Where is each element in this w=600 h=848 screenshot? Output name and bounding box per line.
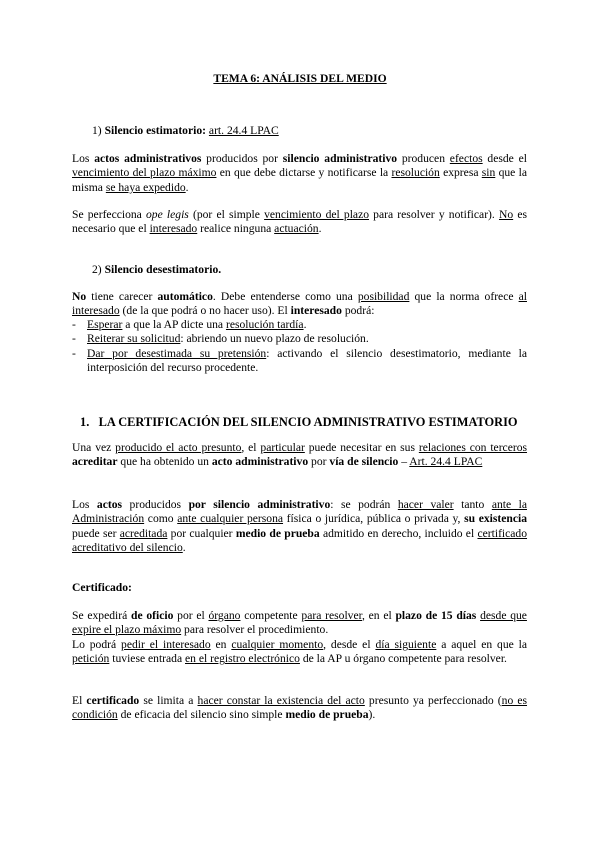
heading-number: 1. <box>80 415 90 429</box>
paragraph-no-automatico: No tiene carecer automático. Debe entenderse como una posibilidad que la norma ofrece al interesado (de la que podrá o no hacer uso). El interesado podrá: <box>72 290 527 318</box>
section-2-heading <box>92 263 547 277</box>
list-item: - Reiterar su solicitud: abriendo un nuevo plazo de resolución. <box>72 332 369 346</box>
paragraph-ope-legis: Se perfecciona ope legis (por el simple vencimiento del plazo para resolver y notificar). No es necesario que el interesado realice ninguna actuación. <box>72 208 527 236</box>
paragraph-actos-administrativos: Los actos administrativos producidos por silencio administrativo producen efectos desde el vencimiento del plazo máximo en que debe dictarse y notificarse la resolución expresa sin que la misma se haya expedido. <box>72 152 527 194</box>
paragraph-expedicion: Se expedirá de oficio por el órgano competente para resolver, en el plazo de 15 días desde que expire el plazo máximo para resolver el procedimiento. <box>72 609 527 637</box>
heading-text: LA CERTIFICACIÓN DEL SILENCIO ADMINISTRATIVO ESTIMATORIO <box>98 415 518 429</box>
certificado-heading: Certificado: <box>72 581 132 594</box>
section-heading-certificacion <box>80 415 530 429</box>
page-title: TEMA 6: ANÁLISIS DEL MEDIO <box>213 72 387 85</box>
section-2-title: Silencio desestimatorio. <box>104 263 222 276</box>
paragraph-acto-presunto: Una vez producido el acto presunto, el particular puede necesitar en sus relaciones con terceros acreditar que ha obtenido un acto administrativo por vía de silencio – Art. 24.4 LPAC <box>72 441 528 469</box>
paragraph-hacer-valer: Los actos producidos por silencio administrativo: se podrán hacer valer tanto ante la Administración como ante cualquier persona física o jurídica, pública o privada y, su existencia puede ser acreditada por cualquier medio de prueba admitido en derecho, incluido el certificado acreditativo del silencio. <box>72 498 528 555</box>
section-1-title: Silencio estimatorio: <box>104 124 207 137</box>
section-2-number: 2) <box>92 263 102 276</box>
section-1-heading <box>92 124 547 138</box>
list-item: - Dar por desestimada su pretensión: activando el silencio desestimatorio, mediante la interposición del recurso procedente. <box>72 346 527 375</box>
list-item: - Esperar a que la AP dicte una resolución tardía. <box>72 318 307 331</box>
section-1-number: 1) <box>92 124 102 137</box>
options-list <box>72 318 527 376</box>
paragraph-solicitud: Lo podrá pedir el interesado en cualquier momento, desde el día siguiente a aquel en que la petición tuviese entrada en el registro electrónico de la AP u órgano competente para resolver. <box>72 638 528 666</box>
paragraph-certificado-limite: El certificado se limita a hacer constar la existencia del acto presunto ya perfeccionado (no es condición de eficacia del silencio sino simple medio de prueba). <box>72 694 528 722</box>
section-1-reference: art. 24.4 LPAC <box>208 124 279 137</box>
